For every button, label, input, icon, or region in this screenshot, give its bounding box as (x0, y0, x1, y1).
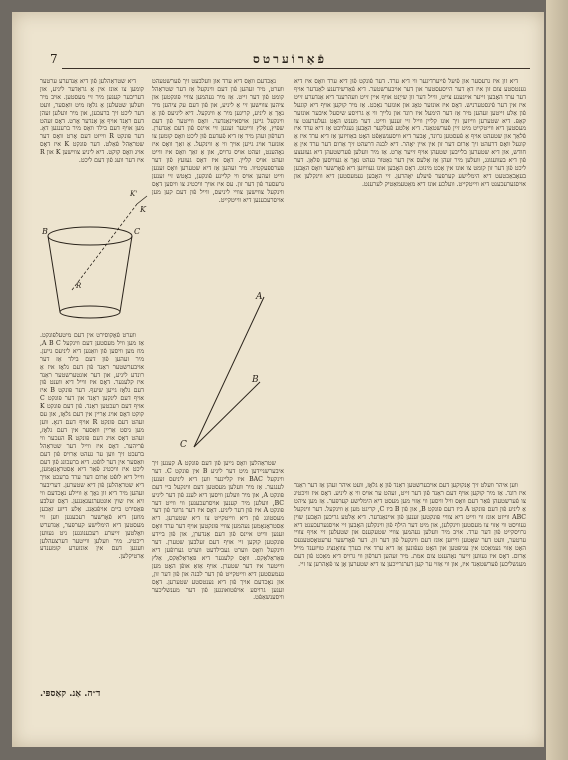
paragraph: ווען איהר וועלט זיך אָנקוקען דעם אויבערשטען ראַנד פֿון אַ גלאָז, וועט איהר זעהן אַז דער ראַנד איז רונד. אַז מיר קוקען אויף דעם ראַנד פֿון דער זייט, זעהט ער אויס ווי אַ ליניע. דאָס איז וויכטיג צו פֿערשטעהן פֿאַר דעם וואָס וויל וויסען ווי אַזוי מען מעסט דיא הימלישע קערפּער. אַז מען ציהט אַ ליניע פֿון דעם פּונקט A ביז דעם פּונקט B, און פֿון B ביז C, קריגט מען אַ ווינקעל. דער ווינקעל ABC ווייזט אונז ווי ווייט דיא צוויי פּונקטען זענען פֿון איינאַנדער. דיא אַלטע גריכען האָבען שוין געוויסט ווי אַזוי צו מעסטען ווינקלען, און מיט דער הילף פֿון ווינקלען האָבען זיי אויסגערעכענט דיא גרויסקייט פֿון דער ערד. אויב מיר וועלען נעהמען צוויי שטעקענס און שטעלען זיי אויף צוויי ערטער, וועט דער שאָטען ווייזען אונז דעם ווינקעל פֿון דער זון. דער פֿאָרשער ערעטאָסטענעס האָט אַזוי געמאַכט אין עגיפּטען און האָט געפֿונען אַז דיא ערד איז בערך צוואַנציג טויזענד מייל אַרום. דאָס איז געווען זייער נאָהענט צום אמת. מיר זעהען דערפֿון ווי גרויס דיא מאַכט פֿון דעם מענשליכען פֿערשטאַנד איז, און ווי אַזוי ער קען דערגרייכען צו דיא שטערען אָן צו פֿאָהרען צו זיי. (294, 482, 526, 569)
angle-ray-lower (194, 382, 260, 447)
article-column-middle-bottom (152, 460, 284, 736)
glass-label-c: C (134, 227, 141, 236)
glass-rim (48, 227, 132, 245)
paragraph: דיא שטראַהלען פֿון דיא אַנדערע ערטער קומען צו אונז אין אַ גראַדער ליניע, און דעריבער קענען מיר זיי מעסטען. אויב מיר וועלען שטעלען אַ גלאָז מיט וואַסער, וועט דער ליכט זיך ברעכען, און מיר וועלען זעהן דעם ראַנד אויף אַן אַנדער אָרט. דאָס זעהט מען אויף דעם בילד וואָס מיר ברענגען דאָ. דער פּונקט R ווייזט דעם אָרט וואָס דער שטראַהל פֿאַלט. דער פּונקט K איז דאָס אויג וואָס קוקט. דיא ליניע צווישען K און R איז דער וועג פֿון דעם ליכט. (40, 78, 144, 165)
glass-base (60, 306, 120, 318)
masthead-title: פֿאַרוֹערטס (253, 52, 327, 66)
newspaper-page (12, 12, 544, 747)
light-ray (72, 204, 137, 290)
header-rule (62, 68, 530, 69)
paragraph: דיא זון איז גרעסער און פֿיעל פֿייערדיגער ווי דיא ערד. דער פֿונקט פֿון דיא ערד וואָס איז דיא נענטסטע צום זון איז דאָ דער הייסעסטער און דער אויבערשטער. דיא פֿאַרשידענע לאַנדער אויף דער ערד האָבען זייער אייגענע צייט, ווייל דער זון שייַנט אויף איין זייט וועהרענד דיא אַנדערע זייט איז אין דער פֿינסטערניש. דאָס איז אונזער טאָג און אונזער נאַכט. אַז מיר קוקען אויף דיא קוגעל פֿון אַלע זייטען זעהען מיר אַז דער הימעל איז רונד און גלייך ווי אַ גרויסע שיסעל איבער אונזער קאָפּ. דיא שטערען ווייזען זיך אונז קליין ווייל זיי זענען ווייט. דער מענש האָט געלערענט צו מעסטען דיא ווייטקייט מיט זיין פֿערשטאַנד. דיא אַלטע פֿעלקער האָבען געגלויבט אַז דיא ערד איז פֿלאַך און שטעהט אויף אַ פֿעסטען גרונד, אָבער דיא וויסענשאַפֿט האָט באַוויזען אַז דיא ערד איז אַ קוגעל וואָס דרעהט זיך אַרום דער זון אין איין יאָהר. דיא לבנה דרעהט זיך אַרום דער ערד אין אַ חודש, און דיא שטערען בלייבען שטעהן אויף זייער אָרט. אַז מיר וועלען פֿערשטעהן דיא געזעצע פֿון דיא בעוועגונג, וועלען מיר זעהן אַז אַלעס אין דער נאַטור געהט נאָך אַ געוויסען פּלאַן. דער ליכט פֿון דער זון קומט צו אונז אין אַכט מינוט. דאָס האָבען אונז געוויזען דיא פֿאָרשער וואָס האָבען בעאָבאַכטעט דיא הימלישע קערפּער פֿיעלע יאָהרען. זיי האָבען געמעסטען דיא ווינקלען און אויסגערעכענט דיא ווייטקייט. וועלכע אונז דיא מאַטעמאַטיק לערענט. (294, 78, 526, 188)
angle-label-a: A (256, 292, 263, 302)
article-column-right-top (294, 78, 526, 478)
article-column-middle-top (152, 78, 284, 274)
angle-label-c: C (180, 440, 187, 450)
page-edge (546, 0, 568, 760)
paragraph: שטראַהלען וואָס גייען פֿון דעם פּונקט A קענען זיך איבערשניידען מיט דער ליניע B אין פּונקט C. דער ווינקעל BAC איז קליינער ווען דיא ליניעס זענען לענגער. אַז מיר וועלען מעסטען דעם ווינקעל ביי דעם פּונקט A, און מיר וועלען וויסען דיא לענג פֿון דער ליניע BC, וועלען מיר קענען אויסרעכענען ווי ווייט דער פּונקט A איז פֿון דער ליניע. דאָס איז דער גרונד פֿון דער מעסטונג פֿון דיא ווייטקייט צו דיא שטערען. דיא אַסטראָנאָמען נעהמען צוויי פּונקטען אויף דער ערד וואָס זענען ווייט איינס פֿון דעם אַנדערן, און פֿון ביידע פּונקטען קוקען זיי אויף דעם זעלבען שטערן. דער ווינקעל וואָס ווערט געבילדעט ווערט גערופֿען דיא פּאַראַלאַקס. וואָס קלענער דיא פּאַראַלאַקס, אַלץ ווייטער איז דער שטערן. אויף אַזאַ אופֿן האָט מען געמעסטען דיא ווייטקייט פֿון דער לבנה און פֿון דער זון, און נאָכדעם אויך פֿון דיא נענטסטע שטערען. דאָס זענען גרויסע אויפֿטואונגען פֿון דער מענשליכער וויסענשאַפֿט. (152, 460, 284, 602)
author-signature: ד״ה. אַנ. קאַספּי. (40, 689, 101, 699)
glass-label-k: K (140, 205, 146, 214)
glass-diagram (42, 184, 154, 324)
angle-diagram (172, 287, 282, 457)
page-number: 7 (50, 52, 58, 66)
article-column-left-bottom (40, 332, 144, 682)
glass-label-b: B (42, 227, 48, 236)
angle-label-b: B (252, 375, 259, 385)
glass-wall-left (48, 236, 60, 312)
paragraph: נאָכדעם וואָס דיא ערד און וועלבעט זיך פֿערשטעהט ווערט, מיר זעהען פֿון דעם ווינקעל אַז דער שטראַהל קומט פֿון דער זייט. אַז מיר נעהמען צוויי פּונקטען און ציהען צווישען זיי אַ ליניע, און פֿון דעם עק ציהען מיר נאָך אַ ליניע, קריגען מיר אַ ווינקעל. דיא ליניעס פֿון אַ ווינקעל גייען אויסאיינאַנדער. וואָס ווייטער פֿון דעם שפּיץ, אַלץ ווייטער זענען זיי איינס פֿון דעם אַנדערן. דערפֿון זעהן מיר אַז דיא פֿעדעם פֿון ליכט וואָס קומען צו אונזער אויג גייען אויך ווי אַ ווינקעל. אַ זאַך וואָס איז נאָהענט, זעהט אויס גרויס, און אַ זאַך וואָס איז ווייט זעהט אויס קליין. דאָס איז דאָס געזעץ פֿון דער פּערספּעקטיוו. מיר זעהען אַז דיא שטערען וואָס זענען ווייט זעהען אויס ווי קליינע פֿונקען, כאָטש זיי זענען גרעסער פֿון דער זון. עס איז אויך וויכטיג צו וויסען דאָס ווינקעל צווישען צוויי ליניעס, ווייל פֿון דעם קען מען אויסרעכענען דיא ווייטקייט. (152, 78, 284, 204)
article-column-left-top (40, 78, 144, 178)
paragraph: ווערט פֿאָקוסירט אין דעם מיטעלפּונקט. אַז מען וויל מעסטען דעם ווינקעל A B C, מוז מען וויסען פֿון וואַנען דיא ליניעס גייען. מיר זעהען פֿון דעם בילד אַז דער אויבערשטער ראַנד פֿון דעם גלאָז איז אַ רונדע ליניע, און דער אונטערשטער ראַנד איז קלענער. דאָס איז ווייל דיא ווענט פֿון דעם גלאָז גייען שיעף. דער פּונקט B איז אויף דעם לינקען ראַנד און דער פּונקט C אויף דעם רעכטען ראַנד. פֿון דעם פּונקט K קוקט דאָס אויג אַריין אין דעם גלאָז, און עס זעהט דעם פּונקט R אויף דעם דנאָ. ווען מען גיסט אַריין וואַסער אין דעם גלאָז, זעהט דאָס אויג דעם פּונקט R העכער ווי פֿריהער. דאָס איז ווייל דער שטראַהל ברעכט זיך ווען ער געהט אַרויס פֿון דעם וואַסער אין דער לופֿט. דיא ברעכונג פֿון דעם ליכט איז וויכטיג פֿאַר דיא אַסטראָנאָמען, ווייל דיא לופֿט אַרום דער ערד ברעכט אויך דיא שטראַהלען פֿון דיא שטערען. דעריבער זעהען מיר דיא זון נאָך אַ וויילע נאָכדעם ווי זיא איז שוין אונטערגעגאַנגען. דאָס זעלבע פּאַסירט ביים אויפֿגאַנג. אַלע דיזע זאַכען מוזען דיא פֿאָרשער רעכענען ווען זיי מעסטען דיא הימלישע קערפּער, אַנדערש וואָלטען זייערע רעכענונגען ניט געווען ריכטיג. מיר וועלען ווייטער דערצעהלען וועגען דעם אין אונזערע קומענדע אַרטיקלען. (40, 332, 144, 561)
glass-wall-right (120, 236, 132, 312)
article-column-right-bottom (294, 482, 526, 736)
eye-line (137, 196, 147, 204)
glass-label-r: R (76, 282, 82, 290)
page-header (50, 52, 530, 70)
glass-label-k-prime: K' (130, 190, 138, 198)
angle-ray-upper (194, 297, 264, 447)
